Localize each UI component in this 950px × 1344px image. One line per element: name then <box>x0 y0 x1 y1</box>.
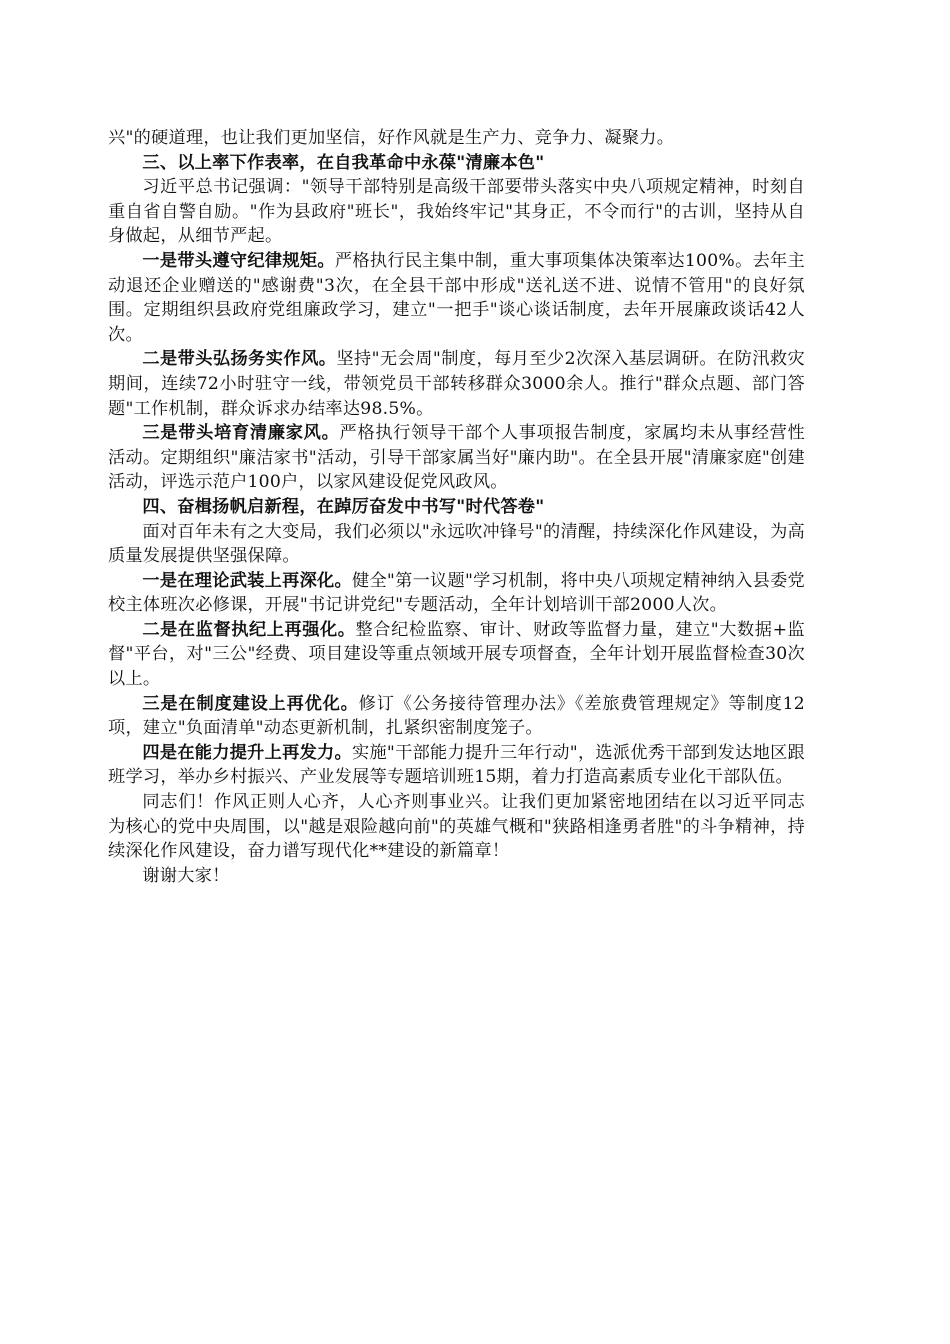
paragraph-body: 严格执行民主集中制，重大事项集体决策率达100%。去年主动退还企业赠送的"感谢费"3次，在全县干部中形成"送礼送不进、说情不管用"的良好氛围。定期组织县政府党组廉政学习，建立"一把手"谈心谈话制度，去年开展廉政谈话42人次。 <box>108 250 805 345</box>
paragraph: 面对百年未有之大变局，我们必须以"永远吹冲锋号"的清醒，持续深化作风建设，为高质量发展提供坚强保障。 <box>108 521 805 567</box>
paragraph <box>108 741 805 790</box>
paragraph-body: 坚持"无会周"制度，每月至少2次深入基层调研。在防汛救灾期间，连续72小时驻守一线，带领党员干部转移群众3000余人。推行"群众点题、部门答题"工作机制，群众诉求办结率达98.5%。 <box>108 349 805 419</box>
paragraph <box>108 347 805 421</box>
paragraph-lead: 四是在能力提升上再发力。 <box>142 742 352 763</box>
paragraph-continuation: 兴"的硬道理，也让我们更加坚信，好作风就是生产力、竞争力、凝聚力。 <box>108 128 675 148</box>
paragraph <box>108 618 805 692</box>
paragraph-lead: 二是带头弘扬务实作风。 <box>142 349 337 370</box>
paragraph-lead: 一是带头遵守纪律规矩。 <box>142 250 335 271</box>
section-heading-3: 三、以上率下作表率，在自我革命中永葆"清廉本色" <box>142 152 545 173</box>
paragraph-body: 实施"干部能力提升三年行动"，选派优秀干部到发达地区跟班学习，举办乡村振兴、产业发展等专题培训班15期，着力打造高素质专业化干部队伍。 <box>108 742 805 788</box>
paragraph-lead: 三是带头培育清廉家风。 <box>142 423 340 444</box>
paragraph-lead: 一是在理论武装上再深化。 <box>142 570 352 591</box>
paragraph-closing: 同志们！作风正则人心齐，人心齐则事业兴。让我们更加紧密地团结在以习近平同志为核心的党中央周围，以"越是艰险越向前"的英雄气概和"狭路相逢勇者胜"的斗争精神，持续深化作风建设，奋力谱写现代化**建设的新篇章！ <box>108 792 805 862</box>
paragraph-body: 健全"第一议题"学习机制，将中央八项规定精神纳入县委党校主体班次必修课，开展"书记讲党纪"专题活动，全年计划培训干部2000人次。 <box>108 570 805 616</box>
paragraph: 习近平总书记强调："领导干部特别是高级干部要带头落实中央八项规定精神，时刻自重自省自警自励。"作为县政府"班长"，我始终牢记"其身正，不令而行"的古训，坚持从自身做起，从细节严起。 <box>108 177 805 247</box>
document-page <box>108 126 805 888</box>
paragraph <box>108 569 805 618</box>
paragraph-body: 整合纪检监察、审计、财政等监督力量，建立"大数据+监督"平台，对"三公"经费、项目建设等重点领域开展专项督查，全年计划开展监督检查30次以上。 <box>108 619 805 690</box>
paragraph <box>108 249 805 347</box>
paragraph <box>108 692 805 741</box>
section-heading-4: 四、奋楫扬帆启新程，在踔厉奋发中书写"时代答卷" <box>142 496 545 517</box>
paragraph-thanks: 谢谢大家！ <box>142 865 230 886</box>
paragraph-lead: 二是在监督执纪上再强化。 <box>142 619 356 640</box>
paragraph-body: 修订《公务接待管理办法》《差旅费管理规定》等制度12项，建立"负面清单"动态更新机制，扎紧织密制度笼子。 <box>108 693 805 739</box>
paragraph-body: 严格执行领导干部个人事项报告制度，家属均未从事经营性活动。定期组织"廉洁家书"活动，引导干部家属当好"廉内助"。在全县开展"清廉家庭"创建活动，评选示范户100户，以家风建设促党风政风。 <box>108 423 805 493</box>
paragraph <box>108 421 805 495</box>
paragraph-lead: 三是在制度建设上再优化。 <box>142 693 359 714</box>
